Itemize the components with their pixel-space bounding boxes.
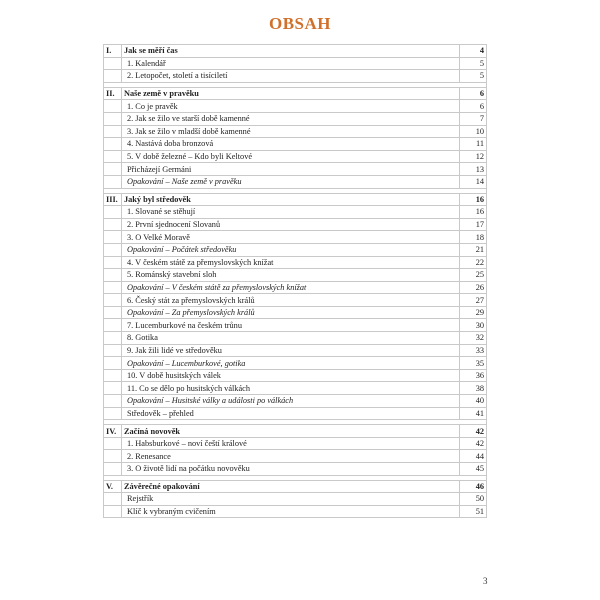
toc-entry-title: 10. V době husitských válek	[122, 369, 460, 382]
toc-item-row	[104, 450, 487, 463]
toc-item-row	[104, 70, 487, 83]
toc-section-row	[104, 193, 487, 206]
toc-entry-title: Opakování – Naše země v pravěku	[122, 175, 460, 188]
toc-section-number	[104, 125, 122, 138]
toc-page-number: 30	[460, 319, 487, 332]
toc-item-row	[104, 269, 487, 282]
toc-section-number	[104, 281, 122, 294]
toc-page-number: 51	[460, 505, 487, 518]
toc-section-number	[104, 407, 122, 420]
toc-page-number: 13	[460, 163, 487, 176]
toc-section-row	[104, 45, 487, 58]
toc-entry-title: Opakování – Lucemburkové, gotika	[122, 357, 460, 370]
toc-section-number	[104, 138, 122, 151]
toc-entry-title: Opakování – Počátek středověku	[122, 243, 460, 256]
toc-section-number	[104, 206, 122, 219]
toc-section-number	[104, 243, 122, 256]
toc-page-number: 18	[460, 231, 487, 244]
toc-page-number: 4	[460, 45, 487, 58]
toc-section-number	[104, 231, 122, 244]
toc-page-number: 44	[460, 450, 487, 463]
toc-page-number: 6	[460, 87, 487, 100]
toc-page-number: 36	[460, 369, 487, 382]
toc-review-row	[104, 175, 487, 188]
toc-entry-title: 4. Nastává doba bronzová	[122, 138, 460, 151]
toc-section-number: V.	[104, 480, 122, 493]
toc-section-number	[104, 70, 122, 83]
toc-entry-title: 2. Letopočet, století a tisíciletí	[122, 70, 460, 83]
toc-section-number	[104, 100, 122, 113]
toc-page-number: 42	[460, 437, 487, 450]
toc-entry-title: 1. Slované se stěhují	[122, 206, 460, 219]
toc-item-row	[104, 112, 487, 125]
toc-item-row	[104, 407, 487, 420]
toc-section-number	[104, 150, 122, 163]
toc-section-row	[104, 425, 487, 438]
toc-item-row	[104, 493, 487, 506]
toc-page-number: 41	[460, 407, 487, 420]
toc-page-number: 7	[460, 112, 487, 125]
toc-entry-title: Jaký byl středověk	[122, 193, 460, 206]
toc-page-number: 16	[460, 193, 487, 206]
toc-entry-title: 3. O životě lidí na počátku novověku	[122, 463, 460, 476]
toc-page-number: 46	[460, 480, 487, 493]
toc-item-row	[104, 150, 487, 163]
toc-entry-title: 2. Renesance	[122, 450, 460, 463]
toc-entry-title: 7. Lucemburkové na českém trůnu	[122, 319, 460, 332]
toc-section-number	[104, 57, 122, 70]
toc-page-number: 25	[460, 269, 487, 282]
toc-section-number	[104, 344, 122, 357]
toc-section-number	[104, 294, 122, 307]
toc-review-row	[104, 306, 487, 319]
toc-page-number: 50	[460, 493, 487, 506]
toc-entry-title: Středověk – přehled	[122, 407, 460, 420]
toc-item-row	[104, 256, 487, 269]
toc-entry-title: Přicházejí Germáni	[122, 163, 460, 176]
toc-entry-title: Závěrečné opakování	[122, 480, 460, 493]
toc-item-row	[104, 332, 487, 345]
toc-section-number	[104, 256, 122, 269]
toc-section-number	[104, 382, 122, 395]
toc-entry-title: Naše země v pravěku	[122, 87, 460, 100]
toc-section-number	[104, 175, 122, 188]
toc-entry-title: 9. Jak žili lidé ve středověku	[122, 344, 460, 357]
toc-item-row	[104, 138, 487, 151]
toc-page-number: 11	[460, 138, 487, 151]
toc-page-number: 16	[460, 206, 487, 219]
toc-entry-title: 2. Jak se žilo ve starší době kamenné	[122, 112, 460, 125]
toc-page-number: 10	[460, 125, 487, 138]
toc-page-number: 17	[460, 218, 487, 231]
toc-table	[103, 44, 487, 518]
toc-item-row	[104, 505, 487, 518]
toc-item-row	[104, 57, 487, 70]
toc-section-number	[104, 505, 122, 518]
toc-entry-title: 3. Jak se žilo v mladší době kamenné	[122, 125, 460, 138]
toc-item-row	[104, 125, 487, 138]
toc-review-row	[104, 395, 487, 408]
toc-item-row	[104, 206, 487, 219]
toc-entry-title: Opakování – V českém státě za přemyslovských knížat	[122, 281, 460, 294]
toc-page-number: 35	[460, 357, 487, 370]
toc-item-row	[104, 437, 487, 450]
toc-entry-title: 8. Gotika	[122, 332, 460, 345]
toc-page-number: 32	[460, 332, 487, 345]
toc-review-row	[104, 243, 487, 256]
toc-item-row	[104, 344, 487, 357]
toc-entry-title: 11. Co se dělo po husitských válkách	[122, 382, 460, 395]
toc-section-number	[104, 112, 122, 125]
toc-section-number	[104, 450, 122, 463]
page-number: 3	[483, 576, 488, 586]
toc-page-number: 5	[460, 70, 487, 83]
toc-entry-title: Opakování – Za přemyslovských králů	[122, 306, 460, 319]
toc-section-number: II.	[104, 87, 122, 100]
toc-entry-title: 1. Co je pravěk	[122, 100, 460, 113]
toc-section-number	[104, 332, 122, 345]
toc-page-number: 27	[460, 294, 487, 307]
toc-section-number: IV.	[104, 425, 122, 438]
toc-page-number: 45	[460, 463, 487, 476]
toc-section-number	[104, 163, 122, 176]
toc-section-number	[104, 306, 122, 319]
toc-section-number: III.	[104, 193, 122, 206]
toc-section-number	[104, 463, 122, 476]
toc-entry-title: 4. V českém státě za přemyslovských knížat	[122, 256, 460, 269]
toc-item-row	[104, 369, 487, 382]
toc-entry-title: 2. První sjednocení Slovanů	[122, 218, 460, 231]
toc-page-number: 14	[460, 175, 487, 188]
toc-page-number: 29	[460, 306, 487, 319]
toc-item-row	[104, 382, 487, 395]
toc-item-row	[104, 294, 487, 307]
toc-section-number	[104, 269, 122, 282]
toc-section-number	[104, 369, 122, 382]
toc-page-number: 5	[460, 57, 487, 70]
toc-section-number	[104, 395, 122, 408]
toc-entry-title: 1. Kalendář	[122, 57, 460, 70]
toc-entry-title: 5. Románský stavební sloh	[122, 269, 460, 282]
toc-item-row	[104, 163, 487, 176]
toc-entry-title: Začíná novověk	[122, 425, 460, 438]
toc-entry-title: Rejstřík	[122, 493, 460, 506]
toc-item-row	[104, 319, 487, 332]
toc-entry-title: 3. O Velké Moravě	[122, 231, 460, 244]
toc-section-number	[104, 319, 122, 332]
toc-item-row	[104, 463, 487, 476]
toc-entry-title: Opakování – Husitské války a události po válkách	[122, 395, 460, 408]
toc-page-number: 21	[460, 243, 487, 256]
toc-entry-title: 1. Habsburkové – noví čeští králové	[122, 437, 460, 450]
toc-item-row	[104, 231, 487, 244]
table-of-contents	[103, 44, 487, 518]
toc-entry-title: 6. Český stát za přemyslovských králů	[122, 294, 460, 307]
toc-entry-title: 5. V době železné – Kdo byli Keltové	[122, 150, 460, 163]
toc-entry-title: Jak se měří čas	[122, 45, 460, 58]
toc-section-number	[104, 218, 122, 231]
toc-section-row	[104, 87, 487, 100]
toc-review-row	[104, 281, 487, 294]
toc-section-number	[104, 493, 122, 506]
toc-section-number	[104, 357, 122, 370]
toc-page-number: 12	[460, 150, 487, 163]
toc-section-row	[104, 480, 487, 493]
toc-page-number: 38	[460, 382, 487, 395]
toc-page-number: 22	[460, 256, 487, 269]
toc-page-number: 33	[460, 344, 487, 357]
toc-item-row	[104, 100, 487, 113]
toc-page-number: 40	[460, 395, 487, 408]
toc-review-row	[104, 357, 487, 370]
toc-page-number: 26	[460, 281, 487, 294]
toc-section-number	[104, 437, 122, 450]
toc-entry-title: Klíč k vybraným cvičením	[122, 505, 460, 518]
page-title: OBSAH	[268, 14, 332, 33]
toc-item-row	[104, 218, 487, 231]
toc-page-number: 42	[460, 425, 487, 438]
toc-page-number: 6	[460, 100, 487, 113]
toc-section-number: I.	[104, 45, 122, 58]
